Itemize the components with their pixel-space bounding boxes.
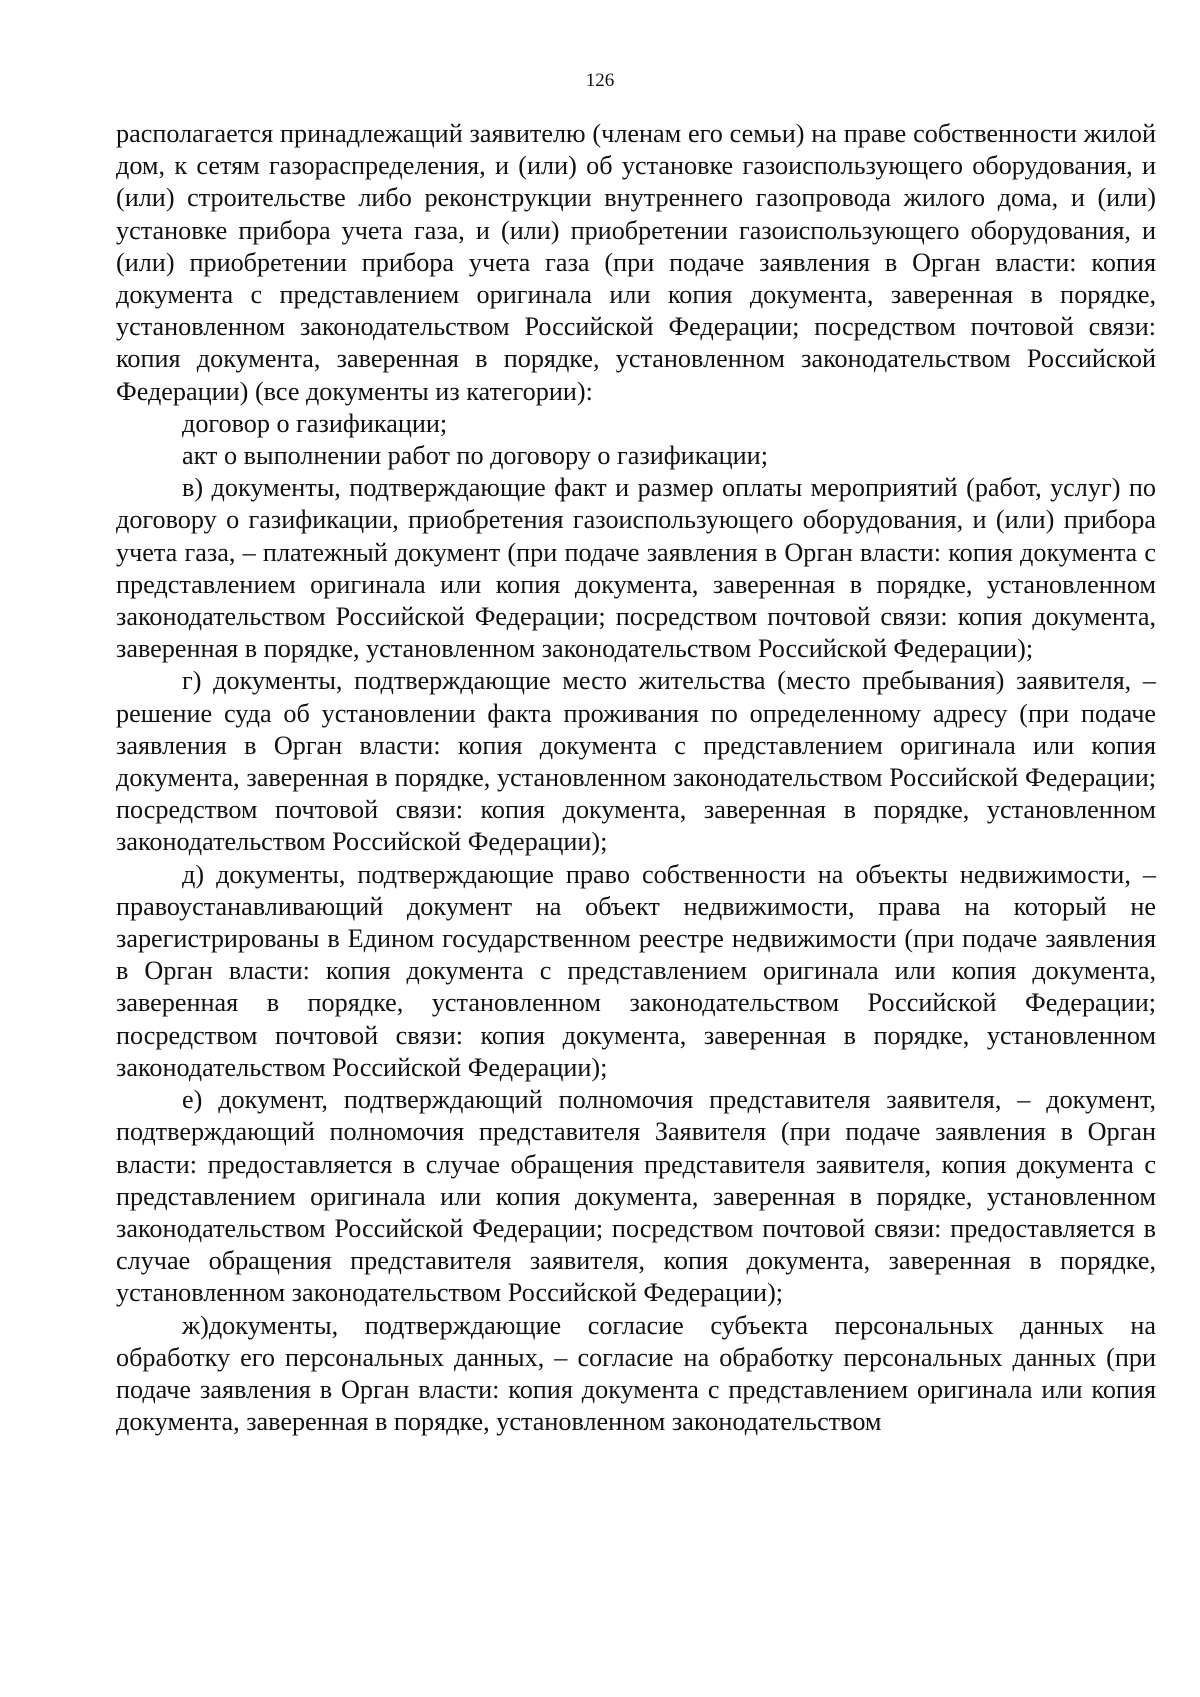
paragraph-works-act: акт о выполнении работ по договору о газификации; (182, 441, 768, 471)
paragraph-continuation: располагается принадлежащий заявителю (членам его семьи) на праве собственности жилой дом, к сетям газораспределения, и (или) об установке газоиспользующего оборудования, и (или) строительстве либо реконструкции внутреннего газопровода жилого дома, и (или) установке прибора учета газа, и (или) приобретении газоиспользующего оборудования, и (или) приобретении прибора учета газа (при подаче заявления в Орган власти: копия документа с представлением оригинала или копия документа, заверенная в порядке, установленном законодательством Российской Федерации; посредством почтовой связи: копия документа, заверенная в порядке, установленном законодательством Российской Федерации) (все документы из категории): (116, 119, 1156, 406)
paragraph-item-d: д) документы, подтверждающие право собственности на объекты недвижимости, – правоустанавливающий документ на объект недвижимости, права на который не зарегистрированы в Едином государственном реестре недвижимости (при подаче заявления в Орган власти: копия документа с представлением оригинала или копия документа, заверенная в порядке, установленном законодательством Российской Федерации; посредством почтовой связи: копия документа, заверенная в порядке, установленном законодательством Российской Федерации); (116, 859, 1156, 1082)
document-body (116, 118, 1156, 1438)
page-number: 126 (585, 70, 615, 91)
paragraph-item-v: в) документы, подтверждающие факт и размер оплаты мероприятий (работ, услуг) по договору о газификации, приобретения газоиспользующего оборудования, и (или) прибора учета газа, – платежный документ (при подаче заявления в Орган власти: копия документа с представлением оригинала или копия документа, заверенная в порядке, установленном законодательством Российской Федерации; посредством почтовой связи: копия документа, заверенная в порядке, установленном законодательством Российской Федерации); (116, 473, 1156, 664)
paragraph-gasification-contract: договор о газификации; (182, 408, 448, 438)
paragraph-item-e: е) документ, подтверждающий полномочия представителя заявителя, – документ, подтверждающий полномочия представителя Заявителя (при подаче заявления в Орган власти: предоставляется в случае обращения представителя заявителя, копия документа с представлением оригинала или копия документа, заверенная в порядке, установленном законодательством Российской Федерации; посредством почтовой связи: предоставляется в случае обращения представителя заявителя, копия документа, заверенная в порядке, установленном законодательством Российской Федерации); (116, 1085, 1156, 1308)
paragraph-item-g: г) документы, подтверждающие место жительства (место пребывания) заявителя, – решение суда об установлении факта проживания по определенному адресу (при подаче заявления в Орган власти: копия документа с представлением оригинала или копия документа, заверенная в порядке, установленном законодательством Российской Федерации; посредством почтовой связи: копия документа, заверенная в порядке, установленном законодательством Российской Федерации); (116, 666, 1156, 857)
paragraph-item-zh: ж)документы, подтверждающие согласие субъекта персональных данных на обработку его персональных данных, – согласие на обработку персональных данных (при подаче заявления в Орган власти: копия документа с представлением оригинала или копия документа, заверенная в порядке, установленном законодательством (116, 1310, 1156, 1437)
